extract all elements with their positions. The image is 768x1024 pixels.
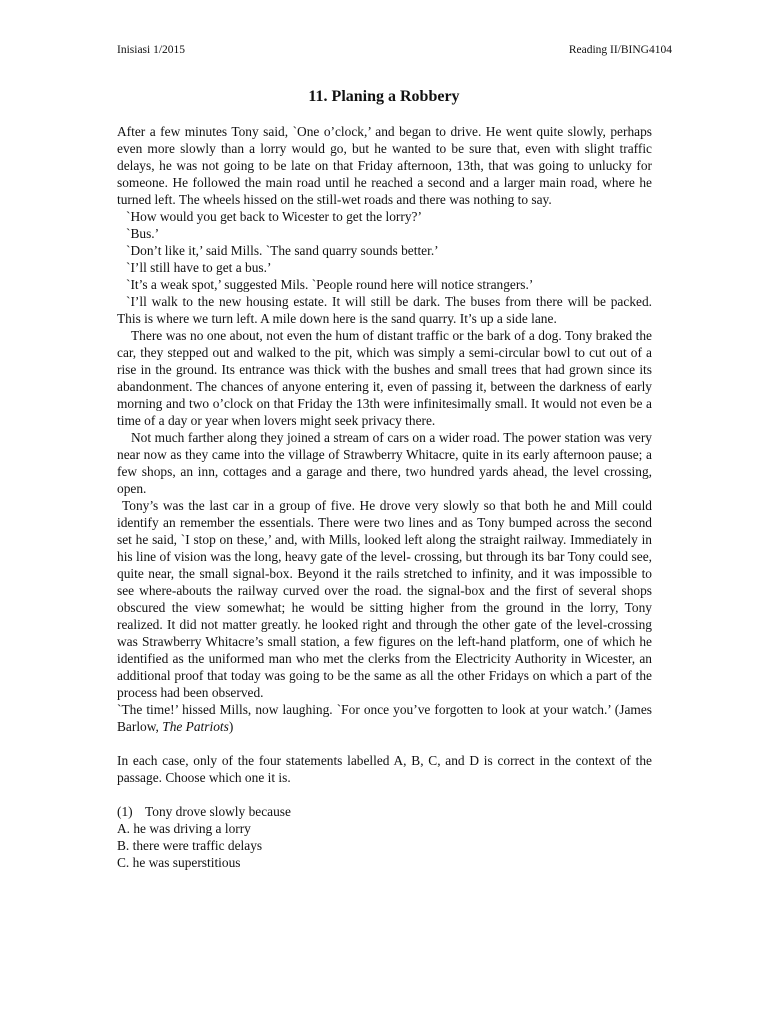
question-number: (1)	[117, 804, 133, 819]
dialogue-line-1: `How would you get back to Wicester to get the lorry?’	[126, 209, 422, 224]
paragraph-5-end: )	[228, 719, 234, 734]
dialogue-line-5: `It’s a weak spot,’ suggested Mils. `People round here will notice strangers.’	[126, 277, 534, 292]
option-a: A. he was driving a lorry	[117, 821, 251, 836]
dialogue-line-4: `I’ll still have to get a bus.’	[126, 260, 272, 275]
header-right: Reading II/BING4104	[568, 44, 672, 56]
paragraph-3: Not much farther along they joined a stream of cars on a wider road. The power station was very near now as they came into the village of Strawberry Whitacre, quite in its early afternoon pause; a few shops, an inn, cottages and a garage and there, two hundred yards ahead, the level crossing, open.	[117, 430, 652, 496]
dialogue-line-3: `Don’t like it,’ said Mills. `The sand quarry sounds better.’	[126, 243, 439, 258]
question-stem: Tony drove slowly because	[145, 804, 291, 819]
header-left: Inisiasi 1/2015	[117, 44, 186, 56]
book-title: The Patriots	[162, 719, 229, 734]
option-b: B. there were traffic delays	[117, 838, 263, 853]
paragraph-5	[117, 701, 652, 735]
page-title: 11. Planing a Robbery	[308, 88, 460, 105]
paragraph-5-text: `The time!’ hissed Mills, now laughing. `For once you’ve forgotten to look at your watch.’ (James Barlow,	[117, 702, 652, 734]
paragraph-4: Tony’s was the last car in a group of five. He drove very slowly so that both he and Mill could identify an remember the essentials. There were two lines and as Tony bumped across the second set he said, `I stop on these,’ and, with Mills, looked left along the straight railway. Immediately in his line of vision was the long, heavy gate of the level- crossing, but through its bar Tony could see, quite near, the small signal-box. Beyond it the rails stretched to infinity, and it was impossible to see where-abouts the railway curved over the road. the signal-box and the first of several shops obscured the view somewhat; he would be sitting higher from the ground in the lorry, Tony realized. It did not matter greatly. he looked right and through the other gate of the level-crossing was Strawberry Whitacre’s small station, a few figures on the left-hand platform, one of which he identified as the uniformed man who met the clerks from the Electricity Authority in Wicester, an additional proof that today was going to be the same as all the other Fridays on which a part of the process had been observed.	[117, 498, 652, 700]
dialogue-line-6: `I’ll walk to the new housing estate. It will still be dark. The buses from there will be packed. This is where we turn left. A mile down here is the sand quarry. It’s up a side lane.	[117, 294, 652, 326]
instructions: In each case, only of the four statements labelled A, B, C, and D is correct in the context of the passage. Choose which one it is.	[117, 753, 652, 785]
paragraph-1: After a few minutes Tony said, `One o’clock,’ and began to drive. He went quite slowly, perhaps even more slowly than a lorry would go, but he wanted to be sure that, even with slight traffic delays, he was not going to be late on that Friday afternoon, 13th, that was going to unlucky for someone. He followed the main road until he reached a second and a larger main road, where he turned left. The wheels hissed on the still-wet roads and there was nothing to say.	[117, 124, 652, 207]
paragraph-2: There was no one about, not even the hum of distant traffic or the bark of a dog. Tony braked the car, they stepped out and walked to the pit, which was simply a semi-circular bowl to cut out of a rise in the ground. Its entrance was thick with the bushes and small trees that had grown since its abandonment. The chances of anyone entering it, even of passing it, between the darkness of early morning and two o’clock on that Friday the 13th were infinitesimally small. It would not even be a time of a day or year when lovers might seek privacy there.	[117, 328, 652, 428]
question-1	[117, 803, 652, 820]
dialogue-line-2: `Bus.’	[126, 226, 160, 241]
option-c: C. he was superstitious	[117, 855, 241, 870]
passage	[117, 123, 652, 871]
